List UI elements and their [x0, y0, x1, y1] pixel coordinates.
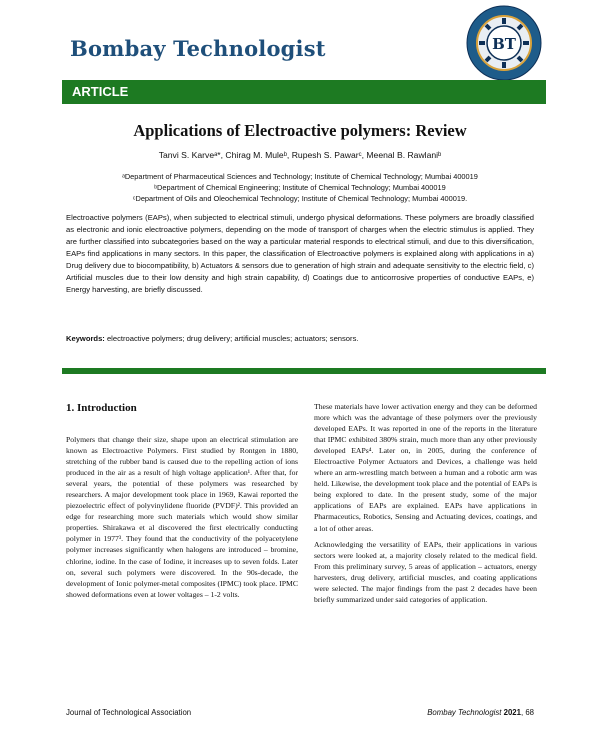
section-label-bar	[62, 80, 546, 104]
affiliation-a: ᵃDepartment of Pharmaceutical Sciences and Technology; Institute of Chemical Technology; Mumbai 400019	[122, 172, 478, 181]
affiliation-c: ᶜDepartment of Oils and Oleochemical Technology; Institute of Chemical Technology; Mumbai 400019.	[132, 194, 468, 203]
affiliation-b: ᵇDepartment of Chemical Engineering; Institute of Chemical Technology; Mumbai 400019	[154, 183, 446, 192]
abstract: Electroactive polymers (EAPs), when subjected to electrical stimuli, undergo physical deformations. These polymers are broadly classified as electronic and ionic electroactive polymers, depending on the mode of transport of charges when the electric stimulus is applied. They are further classified into subcategories based on the way a particular material responds to electrical stimuli, and due to this diversification, EAPs find applications in many sectors. In this paper, the classification of Electroactive polymers is explained along with applications in a) Drug delivery due to biocompatibility, b) Actuators & sensors due to generation of high strain and adequate sensitivity to the electric field, c) Artificial muscles due to their low density and high strain capability, d) Coatings due to anticorrosive properties of conductive EAPs, e) Energy harvesting, are briefly discussed.	[66, 213, 534, 294]
right-column	[314, 401, 537, 610]
journal-logo-icon	[465, 4, 543, 82]
section-divider	[62, 368, 546, 374]
section-label: ARTICLE	[72, 84, 129, 99]
intro-paragraph-3: Acknowledging the versatility of EAPs, their applications in various sectors were looked at, a majority closely related to the medical field. From this preliminary survey, 5 areas of application – actuators, energy harvesters, drug delivery, artificial muscles, and coating applications were selected. The major findings from the past 2 decades have been briefly summarized under said categories of application.	[314, 539, 537, 604]
footer-citation	[427, 708, 534, 717]
article-title: Applications of Electroactive polymers: Review	[133, 121, 467, 140]
footer-association: Journal of Technological Association	[66, 708, 192, 717]
left-column	[66, 434, 298, 605]
keywords-text: electroactive polymers; drug delivery; artificial muscles; actuators; sensors.	[104, 334, 359, 343]
section-heading-introduction: 1. Introduction	[66, 402, 137, 414]
footer-journal: Bombay Technologist	[427, 708, 502, 717]
logo-letters: BT	[492, 35, 516, 53]
footer-page: , 68	[520, 708, 534, 717]
author-list: Tanvi S. Karveᵃ*, Chirag M. Muleᵇ, Rupesh S. Pawarᶜ, Meenal B. Rawlaniᵇ	[158, 150, 442, 160]
journal-masthead: Bombay Technologist	[70, 36, 326, 61]
intro-paragraph-2: These materials have lower activation energy and they can be deformed more which was the advantage of these polymers over the previously developed EAPs. It was reported in one of the reports in the literature that IPMC exhibited 380% strain, much more than any other previously developed EAPs⁴. Later on, in 2005, during the conference of Electroactive Polymer Actuators and Devices, a challenge was held where an arm-wrestling match between a human and a robotic arm was held. Likewise, the development took place and the potential of EAPs is being explored to date. In the present study, some of the major applications of EAPs are explained. EAPs have applications in Pharmaceutics, Robotics, Sensing and Actuating devices, coatings, and a lot of other areas.	[314, 402, 537, 533]
keywords-label: Keywords:	[66, 334, 105, 343]
keywords	[66, 334, 534, 343]
intro-paragraph-1: Polymers that change their size, shape upon an electrical stimulation are known as Electroactive Polymers. First studied by Rontgen in 1880, stretching of the rubber band is caused due to the repelling action of ions produced in the air as a result of high voltage application¹. After that, for several years, the potential of these polymers was researched by researchers. A major development took place in 1969, Kawai reported the piezoelectric effect of polyvinylidene fluoride (PVDF)². This provided an edge for researching more such materials which would show similar properties. Shirakawa et al discovered the first electrically conducting polymer in 1977³. They found that the conductivity of the polyacetylene polymer increases significantly when halogens are introduced – bromine, chlorine, iodine. In the case of Iodine, it increases up to seven folds. Later on, several such polymers were discovered. In the 90s-decade, the development of Ionic polymer-metal composites (IPMC) took place. IPMC showed deformations even at lower voltages – 1-2 volts.	[66, 435, 298, 599]
footer-year: 2021	[501, 708, 521, 717]
